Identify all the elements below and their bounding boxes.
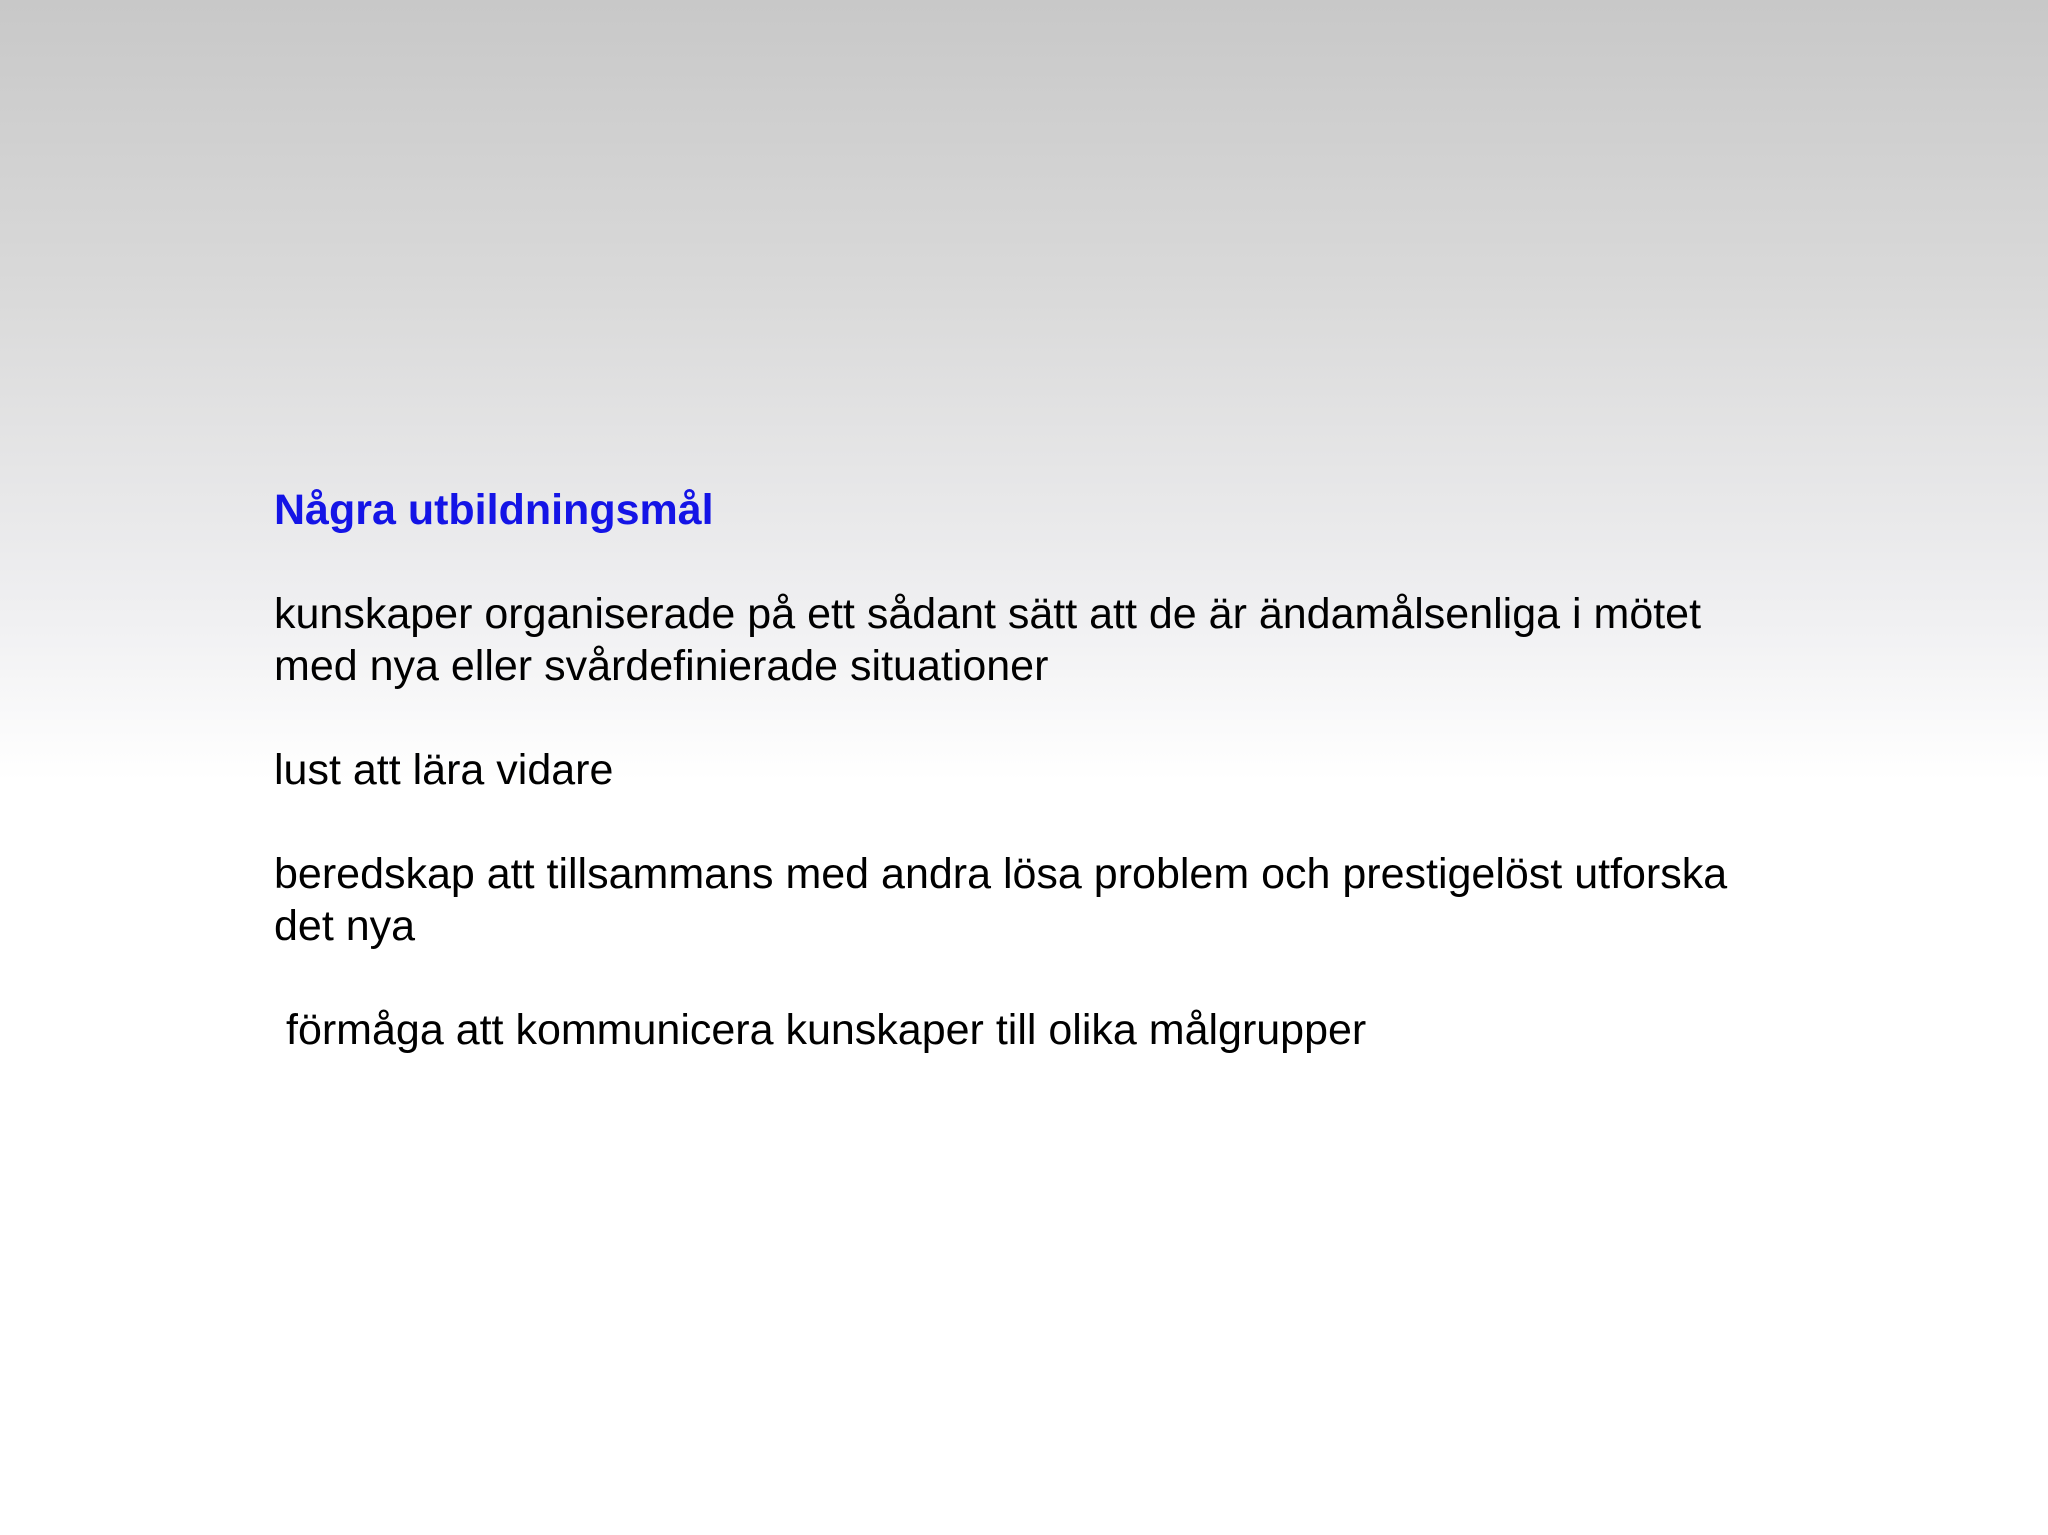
goal-communication <box>274 1004 1886 1056</box>
goal-communication-line-1: förmåga att kommunicera kunskaper till olika målgrupper <box>286 1006 1367 1054</box>
goal-knowledge-line-2: med nya eller svårdefinierade situationer <box>274 642 1049 690</box>
goal-collaboration-line-2: det nya <box>274 902 416 950</box>
goal-desire-to-learn-line-1: lust att lära vidare <box>274 746 614 794</box>
goal-collaboration <box>274 848 1874 952</box>
slide-content <box>274 484 1874 1056</box>
goal-desire-to-learn <box>274 744 1874 796</box>
slide-title: Några utbildningsmål <box>274 486 714 534</box>
goal-collaboration-line-1: beredskap att tillsammans med andra lösa problem och prestigelöst utforska <box>274 850 1728 898</box>
goal-knowledge-line-1: kunskaper organiserade på ett sådant sätt att de är ändamålsenliga i mötet <box>274 590 1702 638</box>
goal-knowledge <box>274 588 1874 692</box>
